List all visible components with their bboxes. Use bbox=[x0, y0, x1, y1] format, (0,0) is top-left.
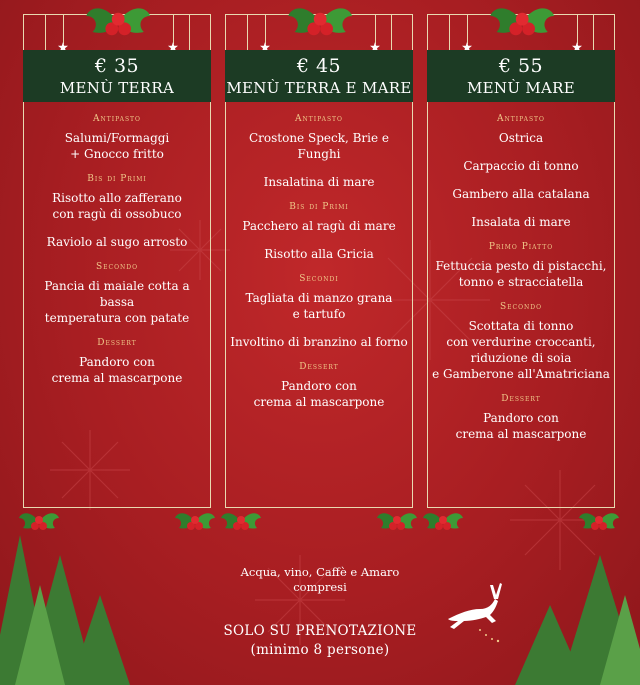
dish: Pandoro con crema al mascarpone bbox=[51, 355, 183, 385]
dish: Involtino di branzino al forno bbox=[230, 335, 408, 349]
dish: Gambero alla catalana bbox=[452, 187, 590, 201]
hanging-string bbox=[265, 14, 266, 44]
holly-icon bbox=[487, 0, 557, 48]
course-title: Antipasto bbox=[93, 114, 141, 124]
holly-icon bbox=[375, 508, 419, 538]
menu-body bbox=[225, 112, 413, 422]
booking-line-2: (minimo 8 persone) bbox=[250, 642, 390, 658]
dish: Risotto alla Gricia bbox=[264, 247, 374, 261]
dish: Salumi/Formaggi + Gnocco fritto bbox=[64, 131, 170, 161]
course-title: Dessert bbox=[97, 338, 137, 348]
course-title: Bis di Primi bbox=[87, 174, 147, 184]
course-title: Dessert bbox=[501, 394, 541, 404]
course-title: Secondi bbox=[299, 274, 339, 284]
menu-title: MENÙ TERRA E MARE bbox=[226, 79, 412, 97]
holly-icon bbox=[421, 508, 465, 538]
holly-icon bbox=[17, 508, 61, 538]
dish: Carpaccio di tonno bbox=[463, 159, 579, 173]
dish: Fettuccia pesto di pistacchi, tonno e stracciatella bbox=[435, 259, 607, 289]
menu-header bbox=[23, 50, 211, 102]
menu-header bbox=[225, 50, 413, 102]
holly-icon bbox=[219, 508, 263, 538]
menu-body bbox=[23, 112, 211, 398]
dish: Scottata di tonno con verdurine croccanti, riduzione di soia e Gamberone all'Amatriciana bbox=[432, 319, 610, 381]
included-note: Acqua, vino, Caffè e Amaro compresi bbox=[240, 565, 400, 594]
menu-title: MENÙ MARE bbox=[467, 79, 575, 97]
hanging-string bbox=[577, 14, 578, 44]
dish: Tagliata di manzo grana e tartufo bbox=[245, 291, 393, 321]
dish: Insalatina di mare bbox=[263, 175, 375, 189]
dish: Risotto allo zafferano con ragù di ossobuco bbox=[52, 191, 182, 221]
menu-card-1 bbox=[23, 0, 213, 510]
dish: Pacchero al ragù di mare bbox=[242, 219, 396, 233]
dish: Pandoro con crema al mascarpone bbox=[253, 379, 385, 409]
holly-icon bbox=[83, 0, 153, 48]
course-title: Antipasto bbox=[497, 114, 545, 124]
course-title: Antipasto bbox=[295, 114, 343, 124]
menu-price: € 35 bbox=[94, 55, 140, 77]
hanging-string bbox=[375, 14, 376, 44]
course-title: Primo Piatto bbox=[488, 242, 554, 252]
holly-icon bbox=[577, 508, 621, 538]
dish: Ostrica bbox=[498, 131, 544, 145]
hanging-string bbox=[467, 14, 468, 44]
course-title: Dessert bbox=[299, 362, 339, 372]
holly-icon bbox=[173, 508, 217, 538]
dish: Insalata di mare bbox=[471, 215, 571, 229]
dish: Pandoro con crema al mascarpone bbox=[455, 411, 587, 441]
course-title: Secondo bbox=[95, 262, 139, 272]
menu-price: € 45 bbox=[296, 55, 342, 77]
dish: Raviolo al sugo arrosto bbox=[46, 235, 188, 249]
menu-price: € 55 bbox=[498, 55, 544, 77]
holly-icon bbox=[285, 0, 355, 48]
booking-note bbox=[0, 622, 640, 660]
course-title: Bis di Primi bbox=[289, 202, 349, 212]
menu-card-3 bbox=[427, 0, 617, 510]
menu-title: MENÙ TERRA bbox=[59, 79, 175, 97]
menu-body bbox=[427, 112, 615, 454]
course-title: Secondo bbox=[499, 302, 543, 312]
hanging-string bbox=[173, 14, 174, 44]
menu-card-2 bbox=[225, 0, 415, 510]
dish: Crostone Speck, Brie e Funghi bbox=[248, 131, 390, 161]
hanging-string bbox=[63, 14, 64, 44]
dish: Pancia di maiale cotta a bassa temperatura con patate bbox=[44, 279, 190, 325]
menu-header bbox=[427, 50, 615, 102]
booking-line-1: SOLO SU PRENOTAZIONE bbox=[223, 623, 417, 639]
